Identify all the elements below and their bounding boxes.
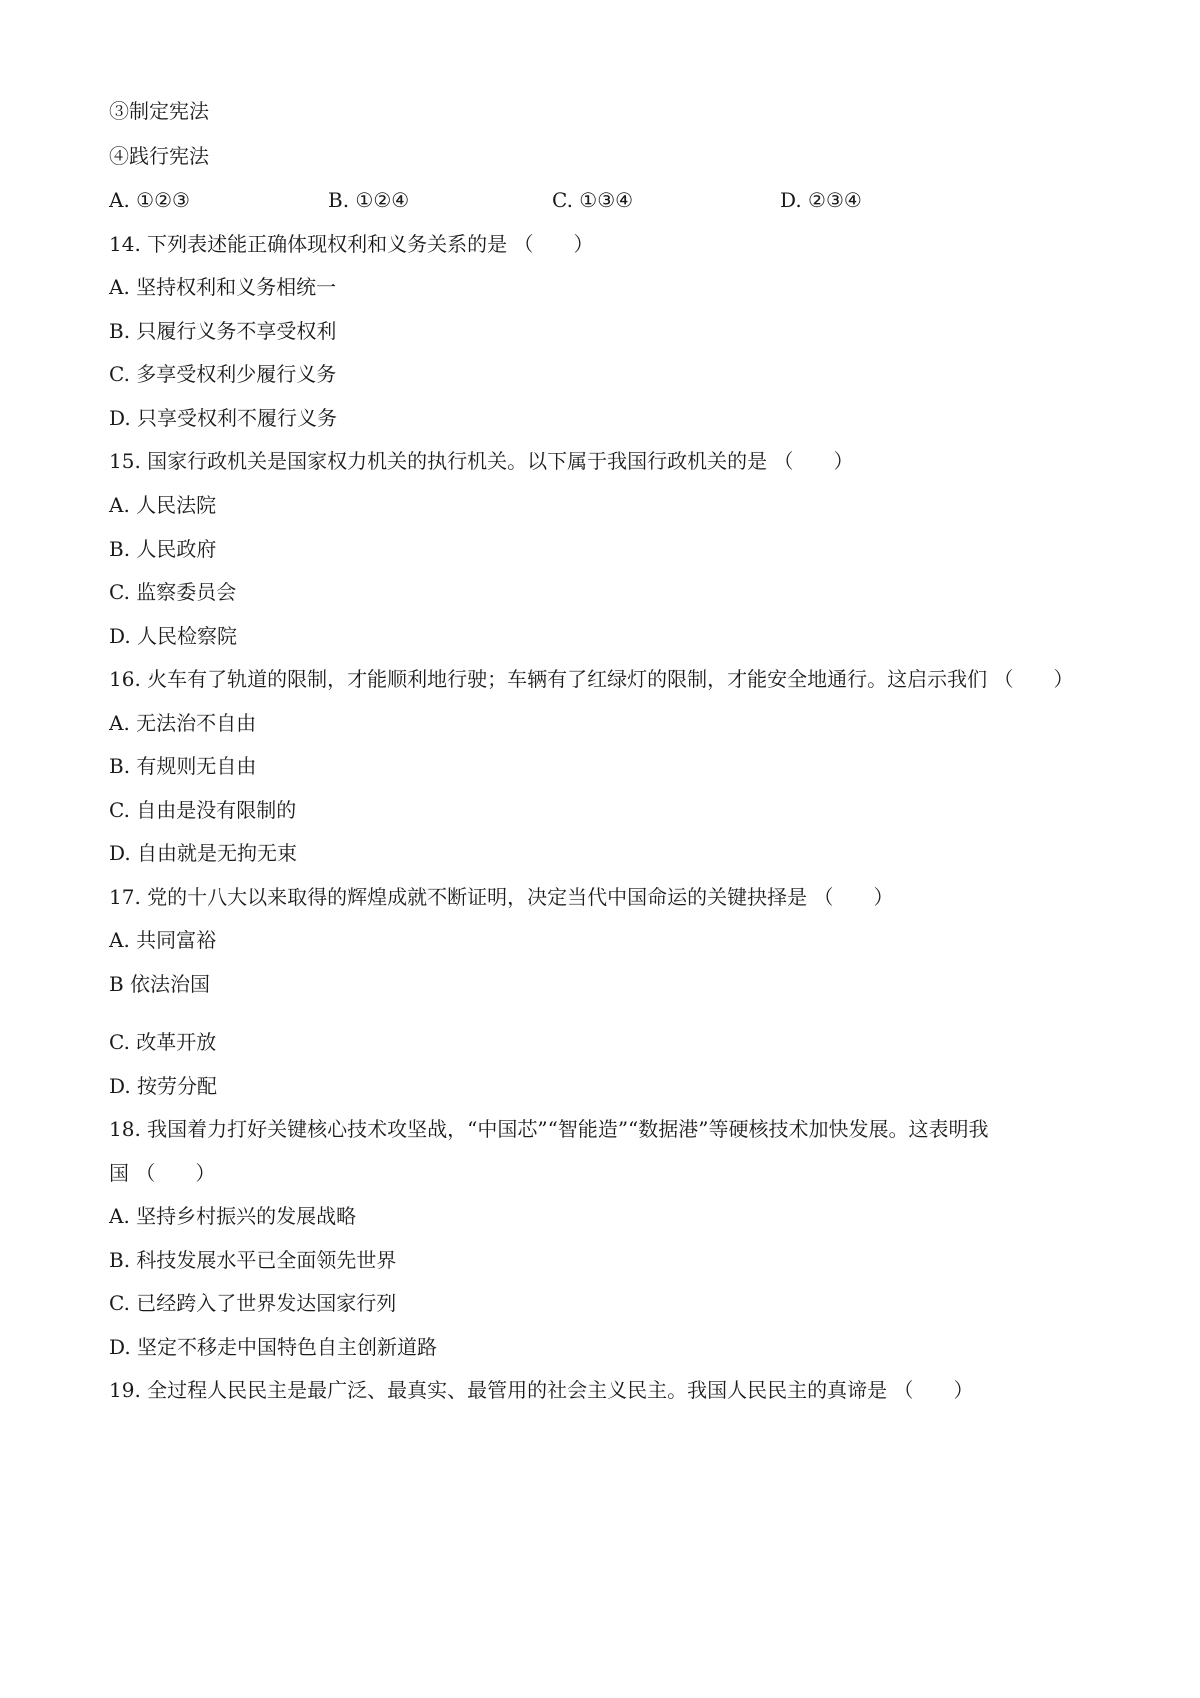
q14-stem: 14. 下列表述能正确体现权利和义务关系的是 （ ） <box>109 232 594 256</box>
q18-stem-line-1: 18. 我国着力打好关键核心技术攻坚战，“中国芯”“智能造”“数据港”等硬核技术加快发展。这表明我 <box>109 1117 989 1141</box>
q17-option-b[interactable]: B 依法治国 <box>109 972 211 996</box>
q19-stem: 19. 全过程人民民主是最广泛、最真实、最管用的社会主义民主。我国人民民主的真谛是 （ ） <box>109 1378 974 1402</box>
q18-option-c[interactable]: C. 已经跨入了世界发达国家行列 <box>109 1291 397 1315</box>
q13-option-c[interactable]: C. ①③④ <box>552 188 634 212</box>
q15-option-c[interactable]: C. 监察委员会 <box>109 580 237 604</box>
q18-option-b[interactable]: B. 科技发展水平已全面领先世界 <box>109 1248 397 1272</box>
q16-option-d[interactable]: D. 自由就是无拘无束 <box>109 841 298 865</box>
q13-item-3: ③制定宪法 <box>109 99 209 123</box>
q17-stem: 17. 党的十八大以来取得的辉煌成就不断证明，决定当代中国命运的关键抉择是 （ ） <box>109 885 894 909</box>
q13-option-d[interactable]: D. ②③④ <box>780 188 862 212</box>
q13-option-a[interactable]: A. ①②③ <box>109 188 190 212</box>
q18-stem-line-2: 国 （ ） <box>109 1161 216 1185</box>
q17-option-d[interactable]: D. 按劳分配 <box>109 1074 218 1098</box>
q14-option-a[interactable]: A. 坚持权利和义务相统一 <box>109 275 337 299</box>
q13-option-b[interactable]: B. ①②④ <box>328 188 410 212</box>
q14-option-b[interactable]: B. 只履行义务不享受权利 <box>109 319 337 343</box>
q16-stem: 16. 火车有了轨道的限制，才能顺利地行驶；车辆有了红绿灯的限制，才能安全地通行。这启示我们 （ ） <box>109 667 1074 691</box>
q16-option-b[interactable]: B. 有规则无自由 <box>109 754 257 778</box>
q15-option-a[interactable]: A. 人民法院 <box>109 493 217 517</box>
q17-option-c[interactable]: C. 改革开放 <box>109 1030 217 1054</box>
q15-option-d[interactable]: D. 人民检察院 <box>109 624 238 648</box>
q16-option-a[interactable]: A. 无法治不自由 <box>109 711 257 735</box>
q14-option-c[interactable]: C. 多享受权利少履行义务 <box>109 362 337 386</box>
q17-option-a[interactable]: A. 共同富裕 <box>109 928 217 952</box>
q18-option-d[interactable]: D. 坚定不移走中国特色自主创新道路 <box>109 1335 438 1359</box>
q13-options-row <box>109 186 1109 214</box>
q13-item-4: ④践行宪法 <box>109 144 209 168</box>
q18-option-a[interactable]: A. 坚持乡村振兴的发展战略 <box>109 1204 357 1228</box>
q15-stem: 15. 国家行政机关是国家权力机关的执行机关。以下属于我国行政机关的是 （ ） <box>109 449 854 473</box>
q15-option-b[interactable]: B. 人民政府 <box>109 537 217 561</box>
q14-option-d[interactable]: D. 只享受权利不履行义务 <box>109 406 338 430</box>
q16-option-c[interactable]: C. 自由是没有限制的 <box>109 798 297 822</box>
